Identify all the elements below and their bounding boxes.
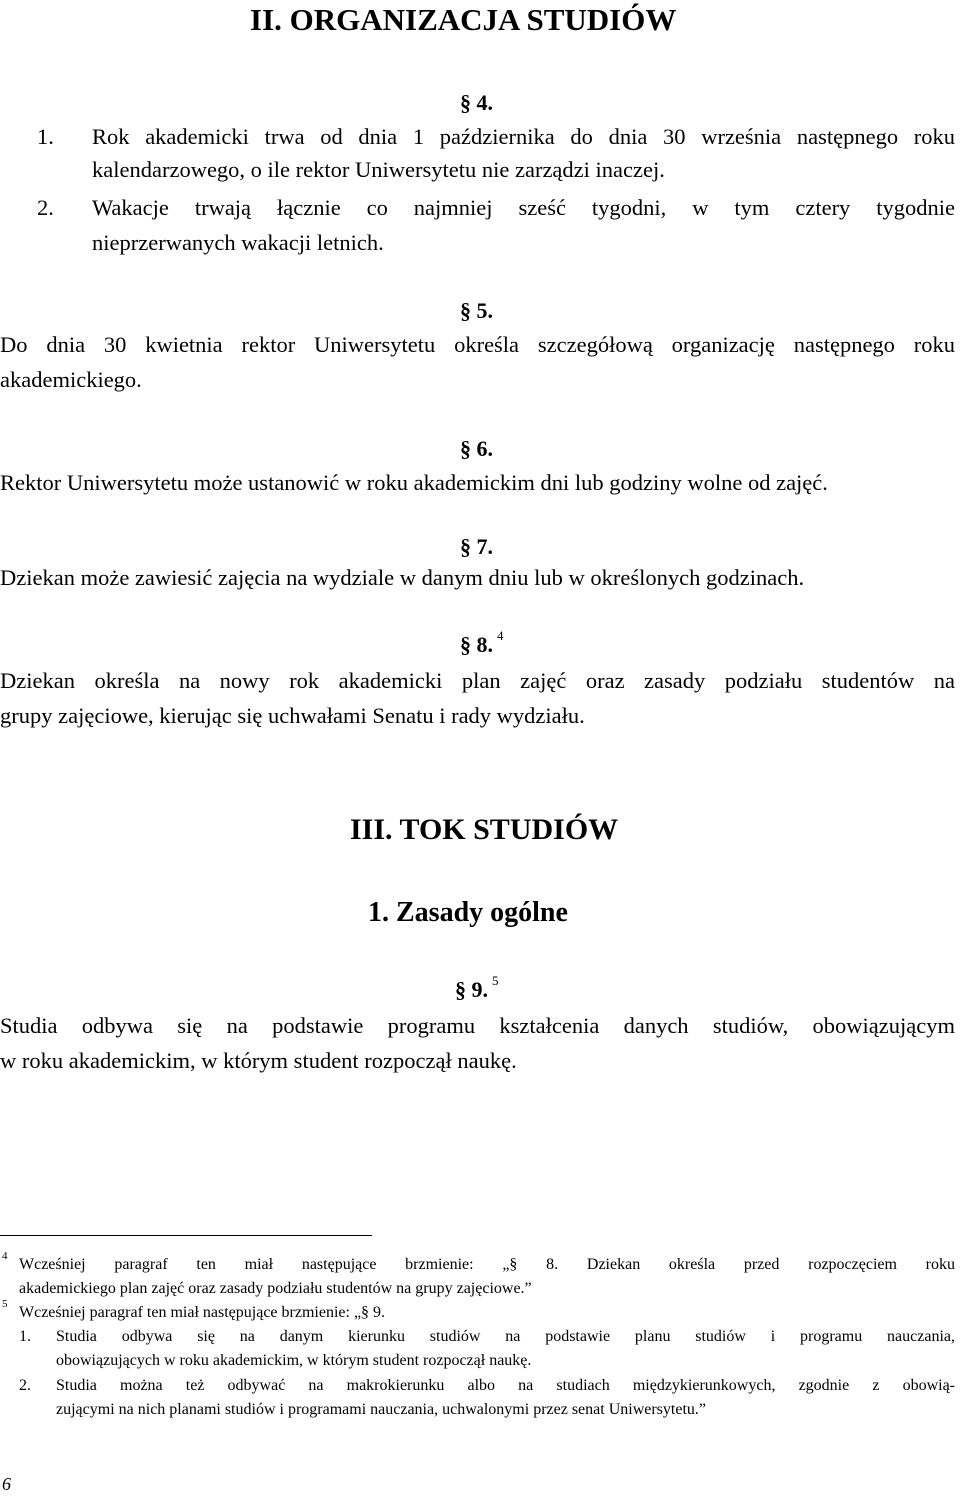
chapter-3-title: III. TOK STUDIÓW <box>350 813 619 846</box>
s5-line-1: Do dnia 30 kwietnia rektor Uniwersytetu określa szczegółową organizację następnego roku <box>0 332 955 357</box>
footnote-5-item-1-number: 1. <box>19 1328 31 1345</box>
footnote-5-item-2-line-1: Studia można też odbywać na makrokierunku albo na studiach międzykierunkowych, zgodnie z obowią- <box>56 1377 955 1394</box>
s4-item-1-line-1: Rok akademicki trwa od dnia 1 października do dnia 30 września następnego roku <box>92 124 955 149</box>
footnote-ref-5[interactable]: 5 <box>492 973 499 988</box>
section-5-label: § 5. <box>460 298 493 323</box>
s4-item-2-line-1: Wakacje trwają łącznie co najmniej sześć tygodni, w tym cztery tygodnie <box>92 195 955 220</box>
chapter-3-subtitle: 1. Zasady ogólne <box>368 897 568 928</box>
footnote-5-item-1-line-2: obowiązujących w roku akademickim, w którym student rozpoczął naukę. <box>56 1352 532 1369</box>
section-6-label: § 6. <box>460 436 493 461</box>
s4-item-2-line-2: nieprzerwanych wakacji letnich. <box>92 230 384 255</box>
s8-line-2: grupy zajęciowe, kierując się uchwałami Senatu i rady wydziału. <box>0 703 585 728</box>
s5-line-2: akademickiego. <box>0 367 142 392</box>
chapter-title: II. ORGANIZACJA STUDIÓW <box>250 2 677 37</box>
footnote-5-marker: 5 <box>2 1298 8 1310</box>
section-9-label <box>455 973 499 1003</box>
section-7-label: § 7. <box>460 534 493 559</box>
footnote-5-item-2-number: 2. <box>19 1377 31 1394</box>
footnote-5-intro: Wcześniej paragraf ten miał następujące brzmienie: „§ 9. <box>19 1304 386 1321</box>
s9-line-2: w roku akademickim, w którym student rozpoczął naukę. <box>0 1048 517 1073</box>
s7-line-1: Dziekan może zawiesić zajęcia na wydziale w danym dniu lub w określonych godzinach. <box>0 565 805 590</box>
s8-line-1: Dziekan określa na nowy rok akademicki plan zajęć oraz zasady podziału studentów na <box>0 668 955 693</box>
s4-item-1-line-2: kalendarzowego, o ile rektor Uniwersytetu nie zarządzi inaczej. <box>92 157 665 182</box>
page-number: 6 <box>2 1474 11 1494</box>
footnote-4-line-1: Wcześniej paragraf ten miał następujące brzmienie: „§ 8. Dziekan określa przed rozpoczęciem roku <box>19 1256 955 1273</box>
footnote-5-item-1-line-1: Studia odbywa się na danym kierunku studiów na podstawie planu studiów i programu nauczania, <box>56 1328 955 1345</box>
section-8-label <box>460 628 504 658</box>
s6-line-1: Rektor Uniwersytetu może ustanowić w roku akademickim dni lub godziny wolne od zajęć. <box>0 470 828 495</box>
section-8-label-text: § 8. <box>460 632 493 657</box>
footnote-5-item-2-line-2: zującymi na nich planami studiów i programami nauczania, uchwalonymi przez senat Uniwersytetu.” <box>56 1401 706 1418</box>
footnote-separator <box>0 1235 372 1236</box>
section-9-label-text: § 9. <box>455 977 488 1002</box>
s4-item-2-number: 2. <box>37 195 54 220</box>
s4-item-1-number: 1. <box>37 124 54 149</box>
footnote-4-line-2: akademickiego plan zajęć oraz zasady podziału studentów na grupy zajęciowe.” <box>19 1280 532 1297</box>
footnote-ref-4[interactable]: 4 <box>497 628 504 643</box>
section-4-label: § 4. <box>460 90 493 115</box>
s9-line-1: Studia odbywa się na podstawie programu kształcenia danych studiów, obowiązującym <box>0 1013 955 1038</box>
footnote-4-marker: 4 <box>2 1250 8 1262</box>
